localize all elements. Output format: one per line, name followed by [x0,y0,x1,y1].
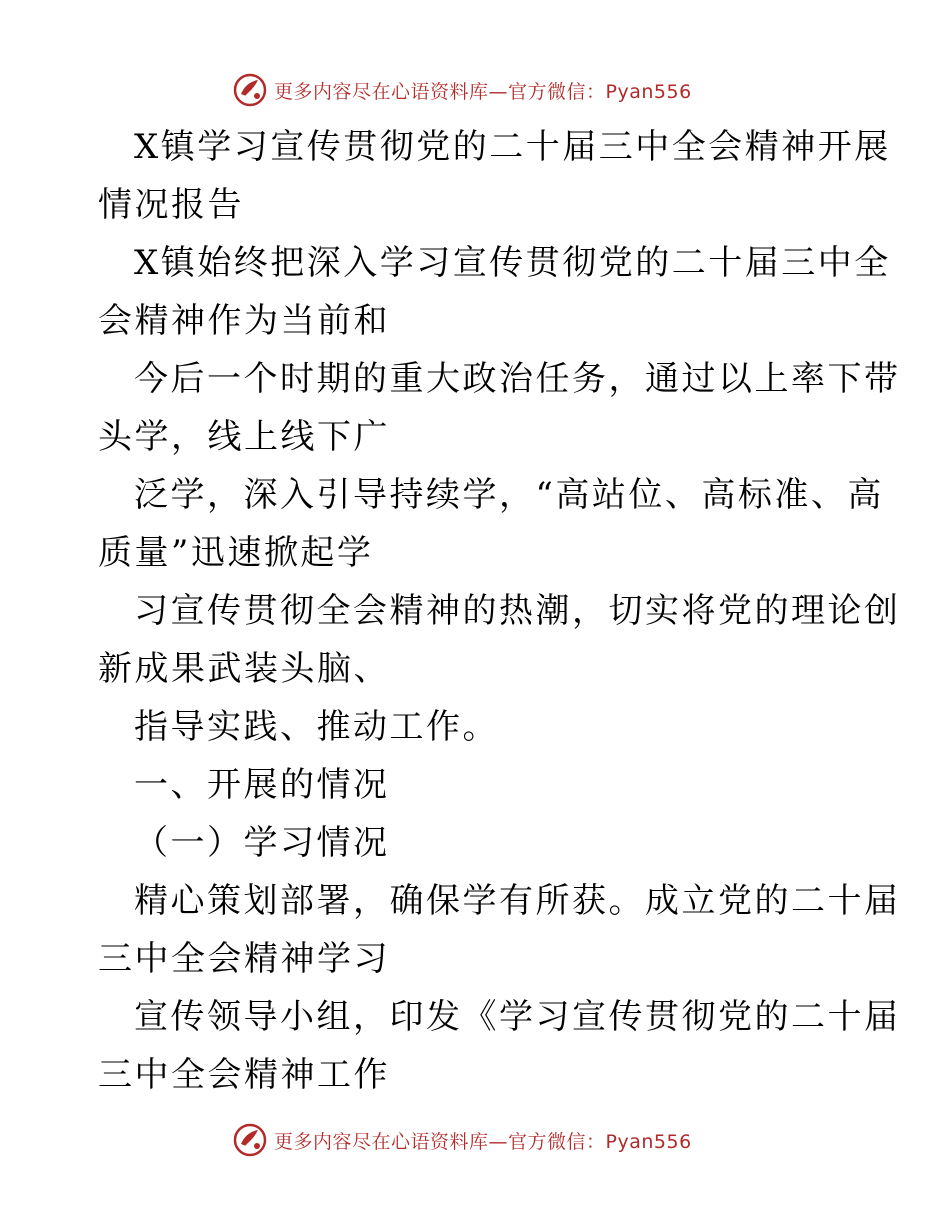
pen-seal-logo-icon [232,1122,268,1158]
doc-line: X镇始终把深入学习宣传贯彻党的二十届三中全 [134,243,891,283]
banner-separator: — [488,80,509,103]
doc-line: 三中全会精神工作 [98,1055,390,1095]
banner-separator: — [488,1130,509,1153]
doc-line: 会精神作为当前和 [98,301,390,341]
doc-line: 宣传领导小组，印发《学习宣传贯彻党的二十届 [134,997,901,1037]
doc-line: 精心策划部署，确保学有所获。成立党的二十届 [134,881,901,921]
doc-line: 新成果武装头脑、 [98,649,390,689]
banner-contact: 官方微信：Pyan556 [508,1130,692,1153]
doc-line: X镇学习宣传贯彻党的二十届三中全会精神开展 [134,127,891,167]
doc-line: 指导实践、推动工作。 [134,707,499,747]
doc-line: 今后一个时期的重大政治任务，通过以上率下带 [134,359,901,399]
subsection-heading: （一）学习情况 [134,823,390,863]
doc-line: 三中全会精神学习 [98,939,390,979]
doc-line: 头学，线上线下广 [98,417,390,457]
footer-banner [232,1120,692,1160]
banner-contact: 官方微信：Pyan556 [508,80,692,103]
header-banner [232,70,692,110]
doc-line: 泛学，深入引导持续学，“高站位、高标准、高 [134,475,884,515]
section-heading: 一、开展的情况 [134,765,390,805]
pen-seal-logo-icon [232,72,268,108]
banner-text [274,77,692,104]
doc-line: 质量”迅速掀起学 [98,533,374,573]
doc-line: 习宣传贯彻全会精神的热潮，切实将党的理论创 [134,591,901,631]
banner-text [274,1127,692,1154]
banner-slogan: 更多内容尽在心语资料库 [274,1130,489,1153]
banner-slogan: 更多内容尽在心语资料库 [274,80,489,103]
doc-line: 情况报告 [98,185,244,225]
